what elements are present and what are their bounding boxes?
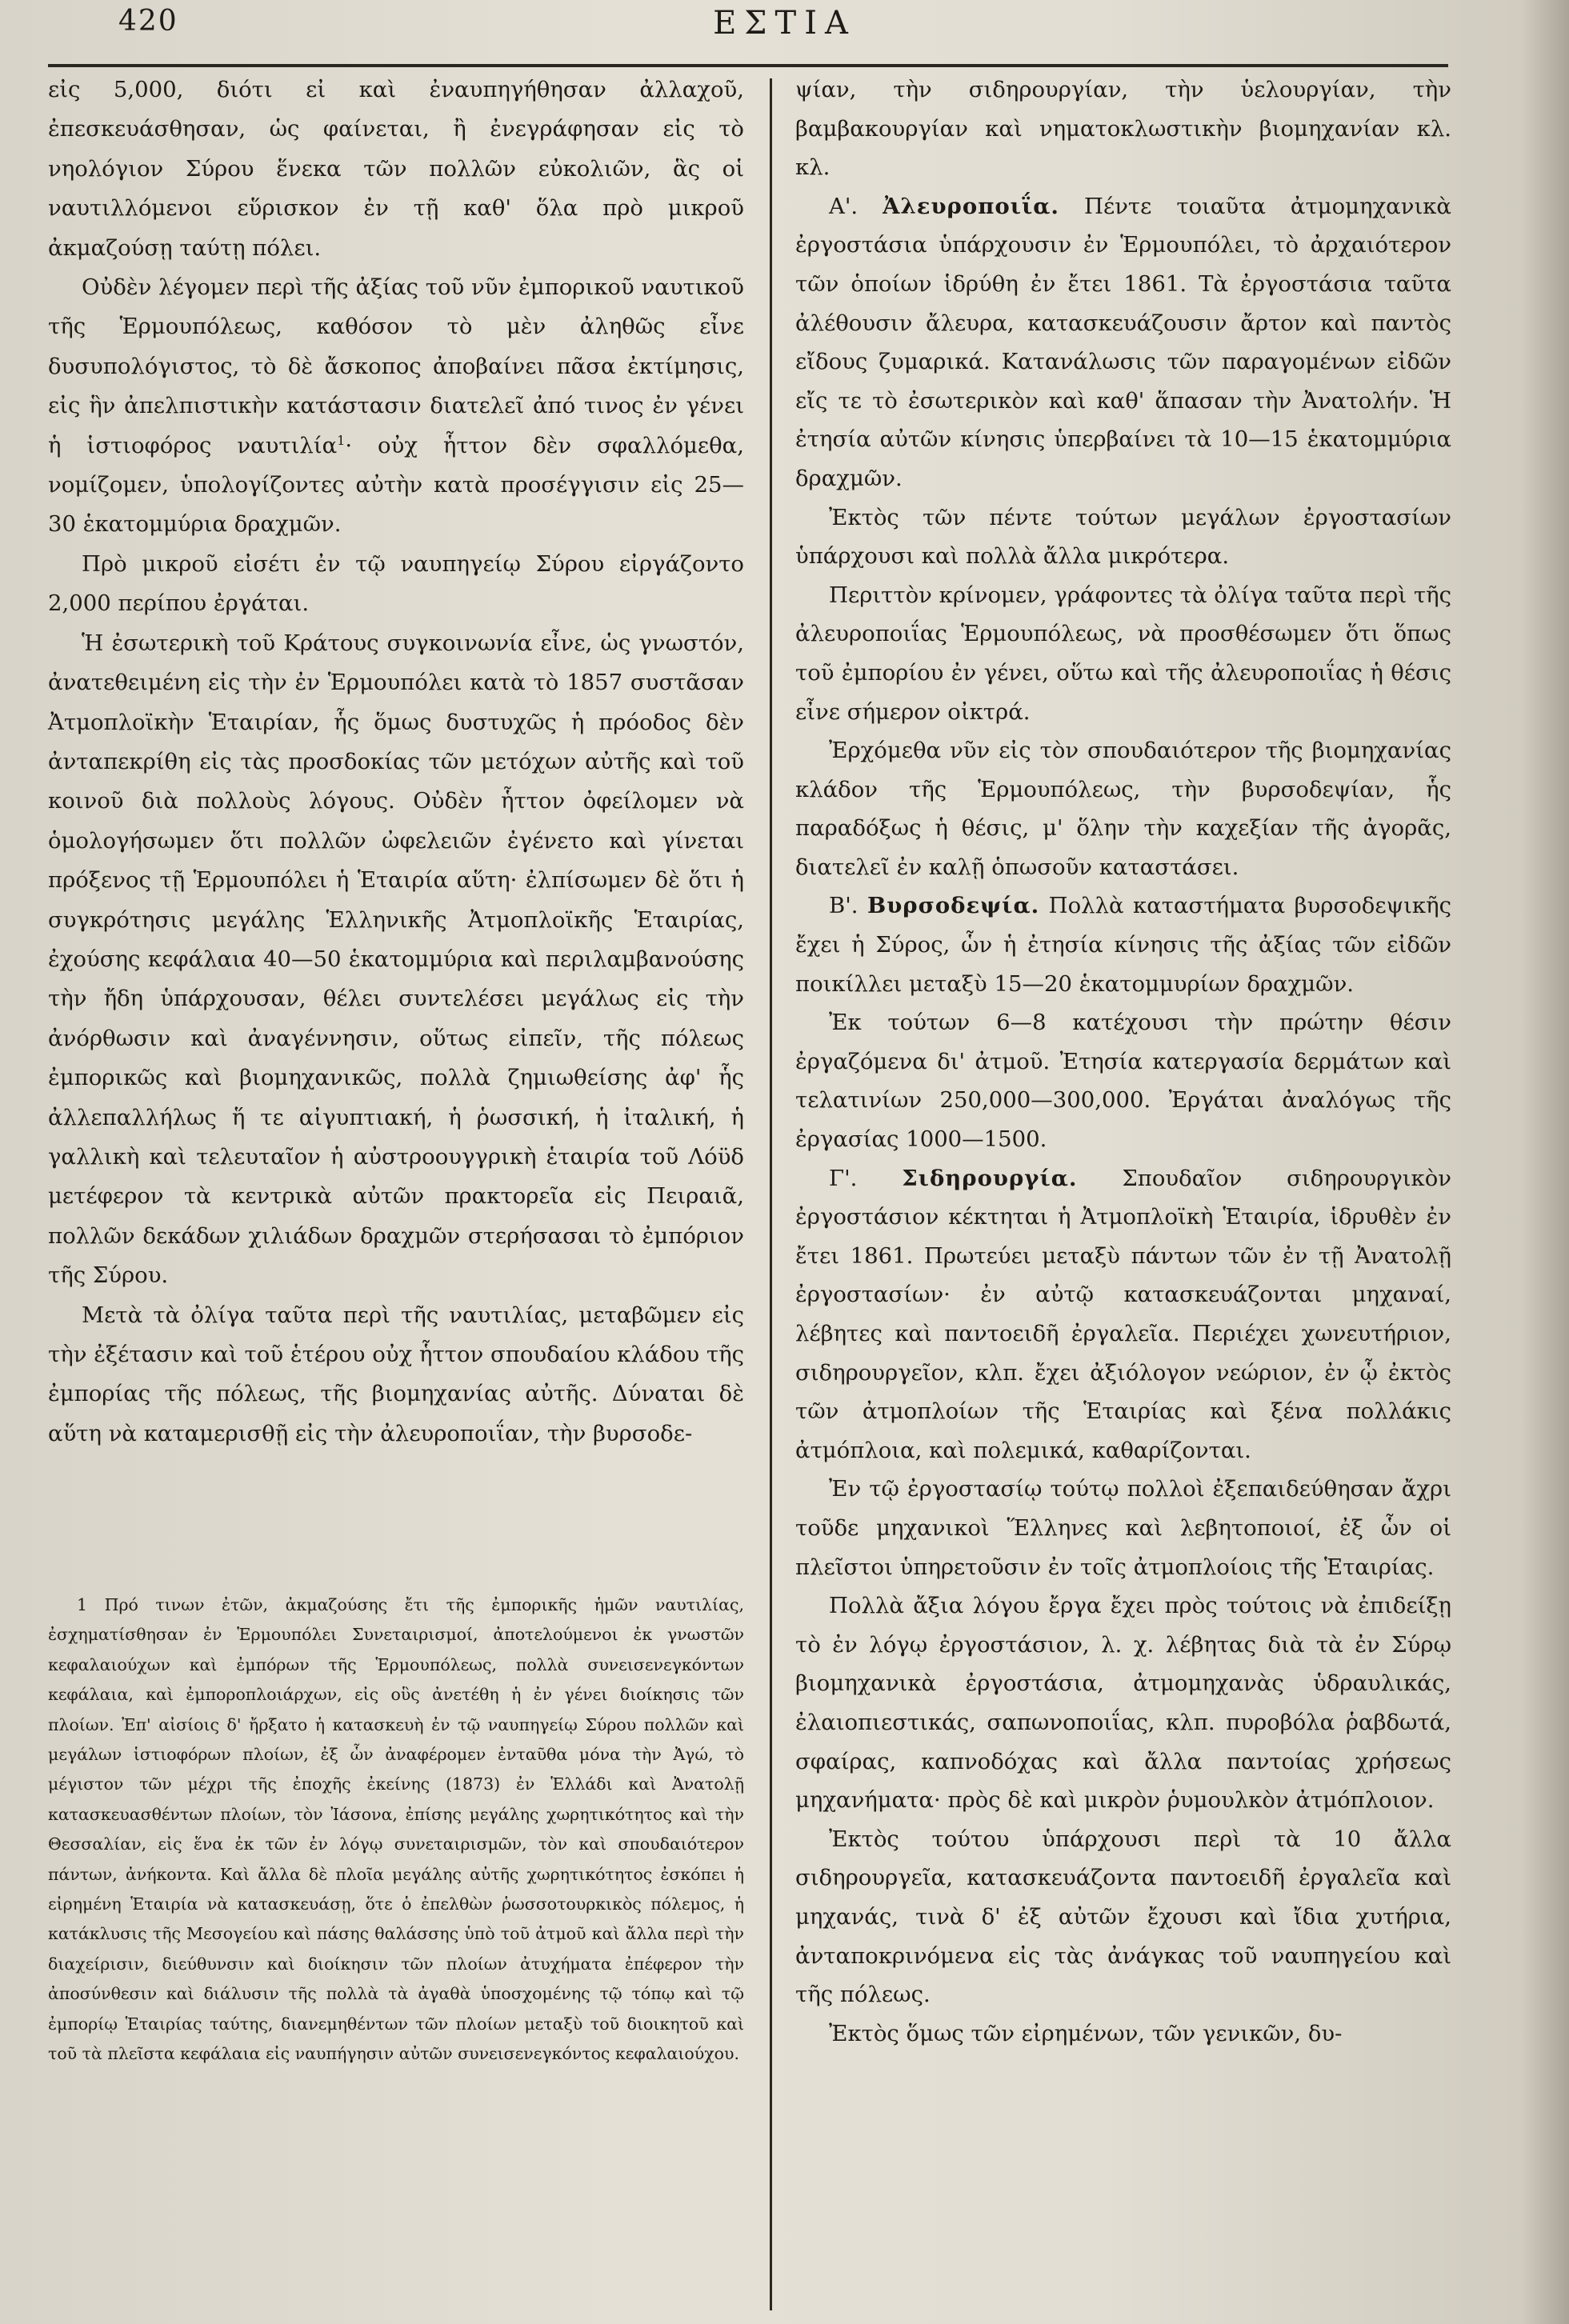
paragraph-text: Οὐδὲν λέγομεν περὶ τῆς ἀξίας τοῦ νῦν ἐμπορικοῦ ναυτικοῦ τῆς Ἑρμουπόλεως, καθόσον τὸ μὲν ἀληθῶς εἶνε δυσυπολόγιστος, τὸ δὲ ἄσκοπος ἀποβαίνει πᾶσα ἐκτίμησις, εἰς ἣν ἀπελπιστικὴν κατάστασιν διατελεῖ ἀπό τινος ἐν γένει ἡ ἱστιοφόρος ναυτιλία: [48, 274, 744, 458]
section-number: Α'.: [829, 193, 859, 219]
column-divider: [770, 78, 772, 2310]
paragraph: Πρὸ μικροῦ εἰσέτι ἐν τῷ ναυπηγείῳ Σύρου εἰργάζοντο 2,000 περίπου ἐργάται.: [48, 550, 744, 617]
section-a: [795, 187, 1451, 498]
paragraph: Μετὰ τὰ ὀλίγα ταῦτα περὶ τῆς ναυτιλίας, μεταβῶμεν εἰς τὴν ἐξέτασιν καὶ τοῦ ἑτέρου οὐχ ἧττον σπουδαίου κλάδου τῆς ἐμπορίας τῆς πόλεως, τῆς βιομηχανίας αὐτῆς. Δύναται δὲ αὕτη νὰ καταμερισθῇ εἰς τὴν ἀλευροποιΐαν, τὴν βυρσοδε-: [48, 1302, 744, 1446]
paragraph: Ἐκτὸς τῶν πέντε τούτων μεγάλων ἐργοστασίων ὑπάρχουσι καὶ πολλὰ ἄλλα μικρότερα.: [795, 504, 1451, 570]
header-rule: [48, 64, 1448, 67]
paragraph: Ἐκ τούτων 6—8 κατέχουσι τὴν πρώτην θέσιν ἐργαζόμενα δι' ἀτμοῦ. Ἐτησία κατεργασία δερμάτων καὶ τελατινίων 250,000—300,000. Ἐργάται ἀναλόγως τῆς ἐργασίας 1000—1500.: [795, 1010, 1451, 1153]
section-number: Γ'.: [829, 1165, 858, 1191]
running-title: ΕΣΤΙΑ: [713, 5, 856, 42]
section-c: [795, 1159, 1451, 1470]
paragraph: Ἐρχόμεθα νῦν εἰς τὸν σπουδαιότερον τῆς βιομηχανίας κλάδον τῆς Ἑρμουπόλεως, τὴν βυρσοδεψίαν, ἧς παραδόξως ἡ θέσις, μ' ὅλην τὴν καχεξίαν τῆς ἀγορᾶς, διατελεῖ ἐν καλῇ ὁπωσοῦν καταστάσει.: [795, 738, 1451, 880]
section-title: Σιδηρουργία.: [902, 1165, 1078, 1191]
paragraph: Ἐκτὸς ὅμως τῶν εἰρημένων, τῶν γενικῶν, δυ-: [829, 2020, 1343, 2046]
footnote-marker[interactable]: 1: [337, 432, 346, 448]
paragraph: ψίαν, τὴν σιδηρουργίαν, τὴν ὑελουργίαν, τὴν βαμβακουργίαν καὶ νηματοκλωστικὴν βιομηχανίαν κλ. κλ.: [795, 77, 1451, 181]
page-header: [0, 0, 1569, 64]
section-number: Β'.: [829, 893, 859, 919]
paragraph-text: · οὐχ ἧττον δὲν σφαλλόμεθα, νομίζομεν, ὑπολογίζοντες αὐτὴν κατὰ προσέγγισιν εἰς 25—30 ἑκατομμύρια δραχμῶν.: [48, 432, 744, 538]
paragraph: εἰς 5,000, διότι εἰ καὶ ἐναυπηγήθησαν ἀλλαχοῦ, ἐπεσκευάσθησαν, ὡς φαίνεται, ἢ ἐνεγράφησαν εἰς τὸ νηολόγιον Σύρου ἕνεκα τῶν πολλῶν εὐκολιῶν, ἃς οἱ ναυτιλλόμενοι εὕρισκον ἐν τῇ καθ' ὅλα πρὸ μικροῦ ἀκμαζούσῃ ταύτῃ πόλει.: [48, 77, 744, 261]
right-column: [795, 70, 1451, 2294]
page-number: 420: [118, 5, 178, 38]
paragraph: [48, 268, 744, 545]
footnote: [48, 1590, 744, 2294]
paragraph: Πολλὰ ἄξια λόγου ἔργα ἔχει πρὸς τούτοις νὰ ἐπιδείξῃ τὸ ἐν λόγῳ ἐργοστάσιον, λ. χ. λέβητας διὰ τὰ ἐν Σύρῳ βιομηχανικὰ ἐργοστάσια, ἀτμομηχανὰς ὑδραυλικάς, ἐλαιοπιεστικάς, σαπωνοποιΐας, κλπ. πυροβόλα ῥαβδωτά, σφαίρας, καπνοδόχας καὶ ἄλλα παντοίας χρήσεως μηχανήματα· πρὸς δὲ καὶ μικρὸν ῥυμουλκὸν ἀτμόπλοιον.: [795, 1593, 1451, 1814]
paragraph: Ἐν τῷ ἐργοστασίῳ τούτῳ πολλοὶ ἐξεπαιδεύθησαν ἄχρι τοῦδε μηχανικοὶ Ἕλληνες καὶ λεβητοποιοί, ἐξ ὧν οἱ πλεῖστοι ὑπηρετοῦσιν ἐν τοῖς ἀτμοπλοίοις τῆς Ἑταιρίας.: [795, 1476, 1451, 1580]
paragraph: Ἐκτὸς τούτου ὑπάρχουσι περὶ τὰ 10 ἄλλα σιδηρουργεῖα, κατασκευάζοντα παντοειδῆ ἐργαλεῖα καὶ μηχανάς, τινὰ δ' ἐξ αὐτῶν ἔχουσι καὶ ἴδια χυτήρια, ἀνταποκρινόμενα εἰς τὰς ἀνάγκας τοῦ ναυπηγείου καὶ τῆς πόλεως.: [795, 1826, 1451, 2008]
page-edge-shadow: [1521, 0, 1569, 2324]
section-title: Βυρσοδεψία.: [867, 893, 1040, 919]
section-text: Σπουδαῖον σιδηρουργικὸν ἐργοστάσιον κέκτηται ἡ Ἀτμοπλοϊκὴ Ἑταιρία, ἱδρυθὲν ἐν ἔτει 1861. Πρωτεύει μεταξὺ πάντων τῶν ἐν τῇ Ἀνατολῇ ἐργοστασίων· ἐν αὐτῷ κατασκευάζονται μηχαναί, λέβητες καὶ παντοειδῆ ἐργαλεῖα. Περιέχει χωνευτήριον, σιδηρουργεῖον, κλπ. ἔχει ἀξιόλογον νεώριον, ἐν ᾧ ἐκτὸς τῶν ἀτμοπλοίων τῆς Ἑταιρίας καὶ ξένα πολλάκις ἀτμόπλοια, καὶ πολεμικά, καθαρίζονται.: [795, 1165, 1452, 1463]
section-text: Πέντε τοιαῦτα ἀτμομηχανικὰ ἐργοστάσια ὑπάρχουσιν ἐν Ἑρμουπόλει, τὸ ἀρχαιότερον τῶν ὁποίων ἱδρύθη ἐν ἔτει 1861. Τὰ ἐργοστάσια ταῦτα ἀλέθουσιν ἄλευρα, κατασκευάζουσιν ἄρτον καὶ παντὸς εἴδους ζυμαρικά. Κατανάλωσις τῶν παραγομένων εἰδῶν εἴς τε τὸ ἐσωτερικὸν καὶ καθ' ἅπασαν τὴν Ἀνατολήν. Ἡ ἐτησία αὐτῶν κίνησις ὑπερβαίνει τὰ 10—15 ἑκατομμύρια δραχμῶν.: [795, 193, 1451, 491]
section-text: Πολλὰ καταστήματα βυρσοδεψικῆς ἔχει ἡ Σύρος, ὧν ἡ ἐτησία κίνησις τῆς ἀξίας τῶν εἰδῶν ποικίλλει μεταξὺ 15—20 ἑκατομμυρίων δραχμῶν.: [795, 893, 1451, 997]
paragraph: Ἡ ἐσωτερικὴ τοῦ Κράτους συγκοινωνία εἶνε, ὡς γνωστόν, ἀνατεθειμένη εἰς τὴν ἐν Ἑρμουπόλει κατὰ τὸ 1857 συστᾶσαν Ἀτμοπλοϊκὴν Ἑταιρίαν, ἧς ὅμως δυστυχῶς ἡ πρόοδος δὲν ἀνταπεκρίθη εἰς τὰς προσδοκίας τῶν μετόχων αὐτῆς καὶ τοῦ κοινοῦ διὰ πολλοὺς λόγους. Οὐδὲν ἧττον ὀφείλομεν νὰ ὁμολογήσωμεν ὅτι πολλῶν ὠφελειῶν ἐγένετο καὶ γίνεται πρόξενος τῇ Ἑρμουπόλει ἡ Ἑταιρία αὕτη· ἐλπίσωμεν δὲ ὅτι ἡ συγκρότησις μεγάλης Ἑλληνικῆς Ἀτμοπλοϊκῆς Ἑταιρίας, ἐχούσης κεφάλαια 40—50 ἑκατομμύρια καὶ περιλαμβανούσης τὴν ἤδη ὑπάρχουσαν, θέλει συντελέσει μεγάλως εἰς τὴν ἀνόρθωσιν καὶ ἀναγέννησιν, οὕτως εἰπεῖν, τῆς πόλεως ἐμπορικῶς καὶ βιομηχανικῶς, πολλὰ ζημιωθείσης ἀφ' ἧς ἀλλεπαλλήλως ἥ τε αἰγυπτιακή, ἡ ῥωσσική, ἡ ἰταλική, ἡ γαλλικὴ καὶ τελευταῖον ἡ αὐστροουγγρικὴ ἑταιρία τοῦ Λόϋδ μετέφερον τὰ κεντρικὰ αὐτῶν πρακτορεῖα εἰς Πειραιᾶ, πολλῶν δεκάδων χιλιάδων δραχμῶν στερήσασαι τὸ ἐμπόριον τῆς Σύρου.: [48, 630, 744, 1289]
left-column: [48, 70, 744, 1574]
paragraph: Περιττὸν κρίνομεν, γράφοντες τὰ ὀλίγα ταῦτα περὶ τῆς ἀλευροποιΐας Ἑρμουπόλεως, νὰ προσθέσωμεν ὅτι ὅπως τοῦ ἐμπορίου ἐν γένει, οὕτω καὶ τῆς ἀλευροποιΐας ἡ θέσις εἶνε σήμερον οἰκτρά.: [795, 582, 1451, 725]
section-title: Ἀλευροποιΐα.: [883, 193, 1060, 219]
section-b: [795, 886, 1451, 1003]
footnote-text: 1 Πρό τινων ἐτῶν, ἀκμαζούσης ἔτι τῆς ἐμπορικῆς ἡμῶν ναυτιλίας, ἐσχηματίσθησαν ἐν Ἑρμουπόλει Συνεταιρισμοί, ἀποτελούμενοι ἐκ γνωστῶν κεφαλαιούχων καὶ ἐμπόρων τῆς Ἑρμουπόλεως, πολλὰ συνεισενεγκόντων κεφάλαια, καὶ ἐμποροπλοιάρχων, εἰς οὓς ἀνετέθη ἡ ἐν γένει διοίκησις τῶν πλοίων. Ἐπ' αἰσίοις δ' ἤρξατο ἡ κατασκευὴ ἐν τῷ ναυπηγείῳ Σύρου πολλῶν καὶ μεγάλων ἱστιοφόρων πλοίων, ἐξ ὧν ἀναφέρομεν ἐνταῦθα μόνα τὴν Ἀγώ, τὸ μέγιστον τῶν μέχρι τῆς ἐποχῆς ἐκείνης (1873) ἐν Ἑλλάδι καὶ Ἀνατολῇ κατασκευασθέντων πλοίων, τὸν Ἰάσονα, ἐπίσης μεγάλης χωρητικότητος καὶ τὴν Θεσσαλίαν, εἰς ἕνα ἐκ τῶν ἐν λόγῳ συνεταιρισμῶν, τὸν καὶ σπουδαιότερον πάντων, ἀνήκοντα. Καὶ ἄλλα δὲ πλοῖα μεγάλης αὐτῆς χωρητικότητος ἐσκόπει ἡ εἰρημένη Ἑταιρία νὰ κατασκευάσῃ, ὅτε ὁ ἐπελθὼν ῥωσσοτουρκικὸς πόλεμος, ἡ κατάκλυσις τῆς Μεσογείου καὶ πάσης θαλάσσης ὑπὸ τοῦ ἀτμοῦ καὶ ἄλλα περὶ τὴν διαχείρισιν, διεύθυνσιν καὶ διοίκησιν τῶν πλοίων ἀτυχήματα ἐπέφερον τὴν ἀποσύνθεσιν καὶ διάλυσιν τῆς πολλὰ τὰ ἀγαθὰ ὑποσχομένης τῷ τόπῳ καὶ τῷ ἐμπορίῳ Ἑταιρίας ταύτης, διανεμηθέντων τῶν πλοίων μεταξὺ τοῦ διοικητοῦ καὶ τοῦ τὰ πλεῖστα κεφάλαια εἰς ναυπήγησιν αὐτῶν συνεισενεγκόντος κεφαλαιούχου.: [48, 1595, 744, 2064]
